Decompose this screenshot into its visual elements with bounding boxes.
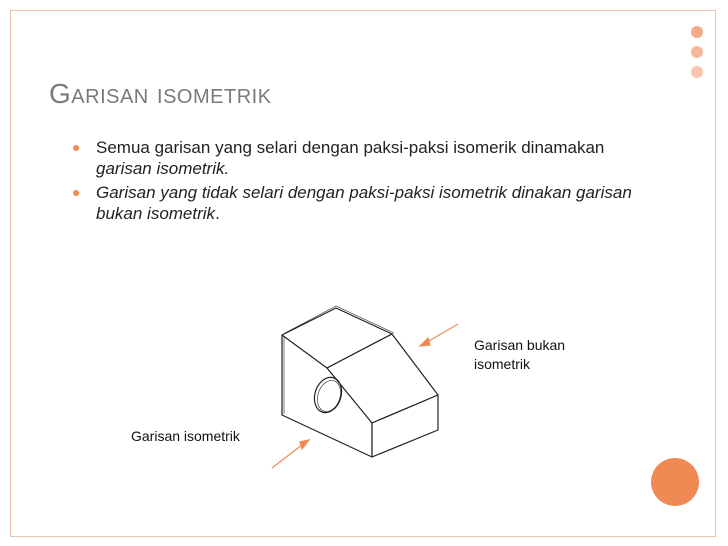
bullet-text-after: .: [215, 204, 220, 223]
label-non-isometric: Garisan bukan isometrik: [474, 337, 566, 372]
bullet-text-italic: Garisan yang tidak selari dengan paksi-paksi isometrik dinakan garisan bukan isometrik: [96, 183, 632, 223]
bullet-text-italic: garisan isometrik.: [96, 159, 230, 178]
bullet-icon: ●: [72, 184, 81, 200]
label-isometric: Garisan isometrik: [131, 428, 240, 444]
bullet-icon: ●: [72, 139, 81, 155]
bullet-text: Semua garisan yang selari dengan paksi-paksi isomerik dinamakan: [96, 138, 605, 157]
slide-title: Garisan isometrik: [49, 78, 272, 109]
